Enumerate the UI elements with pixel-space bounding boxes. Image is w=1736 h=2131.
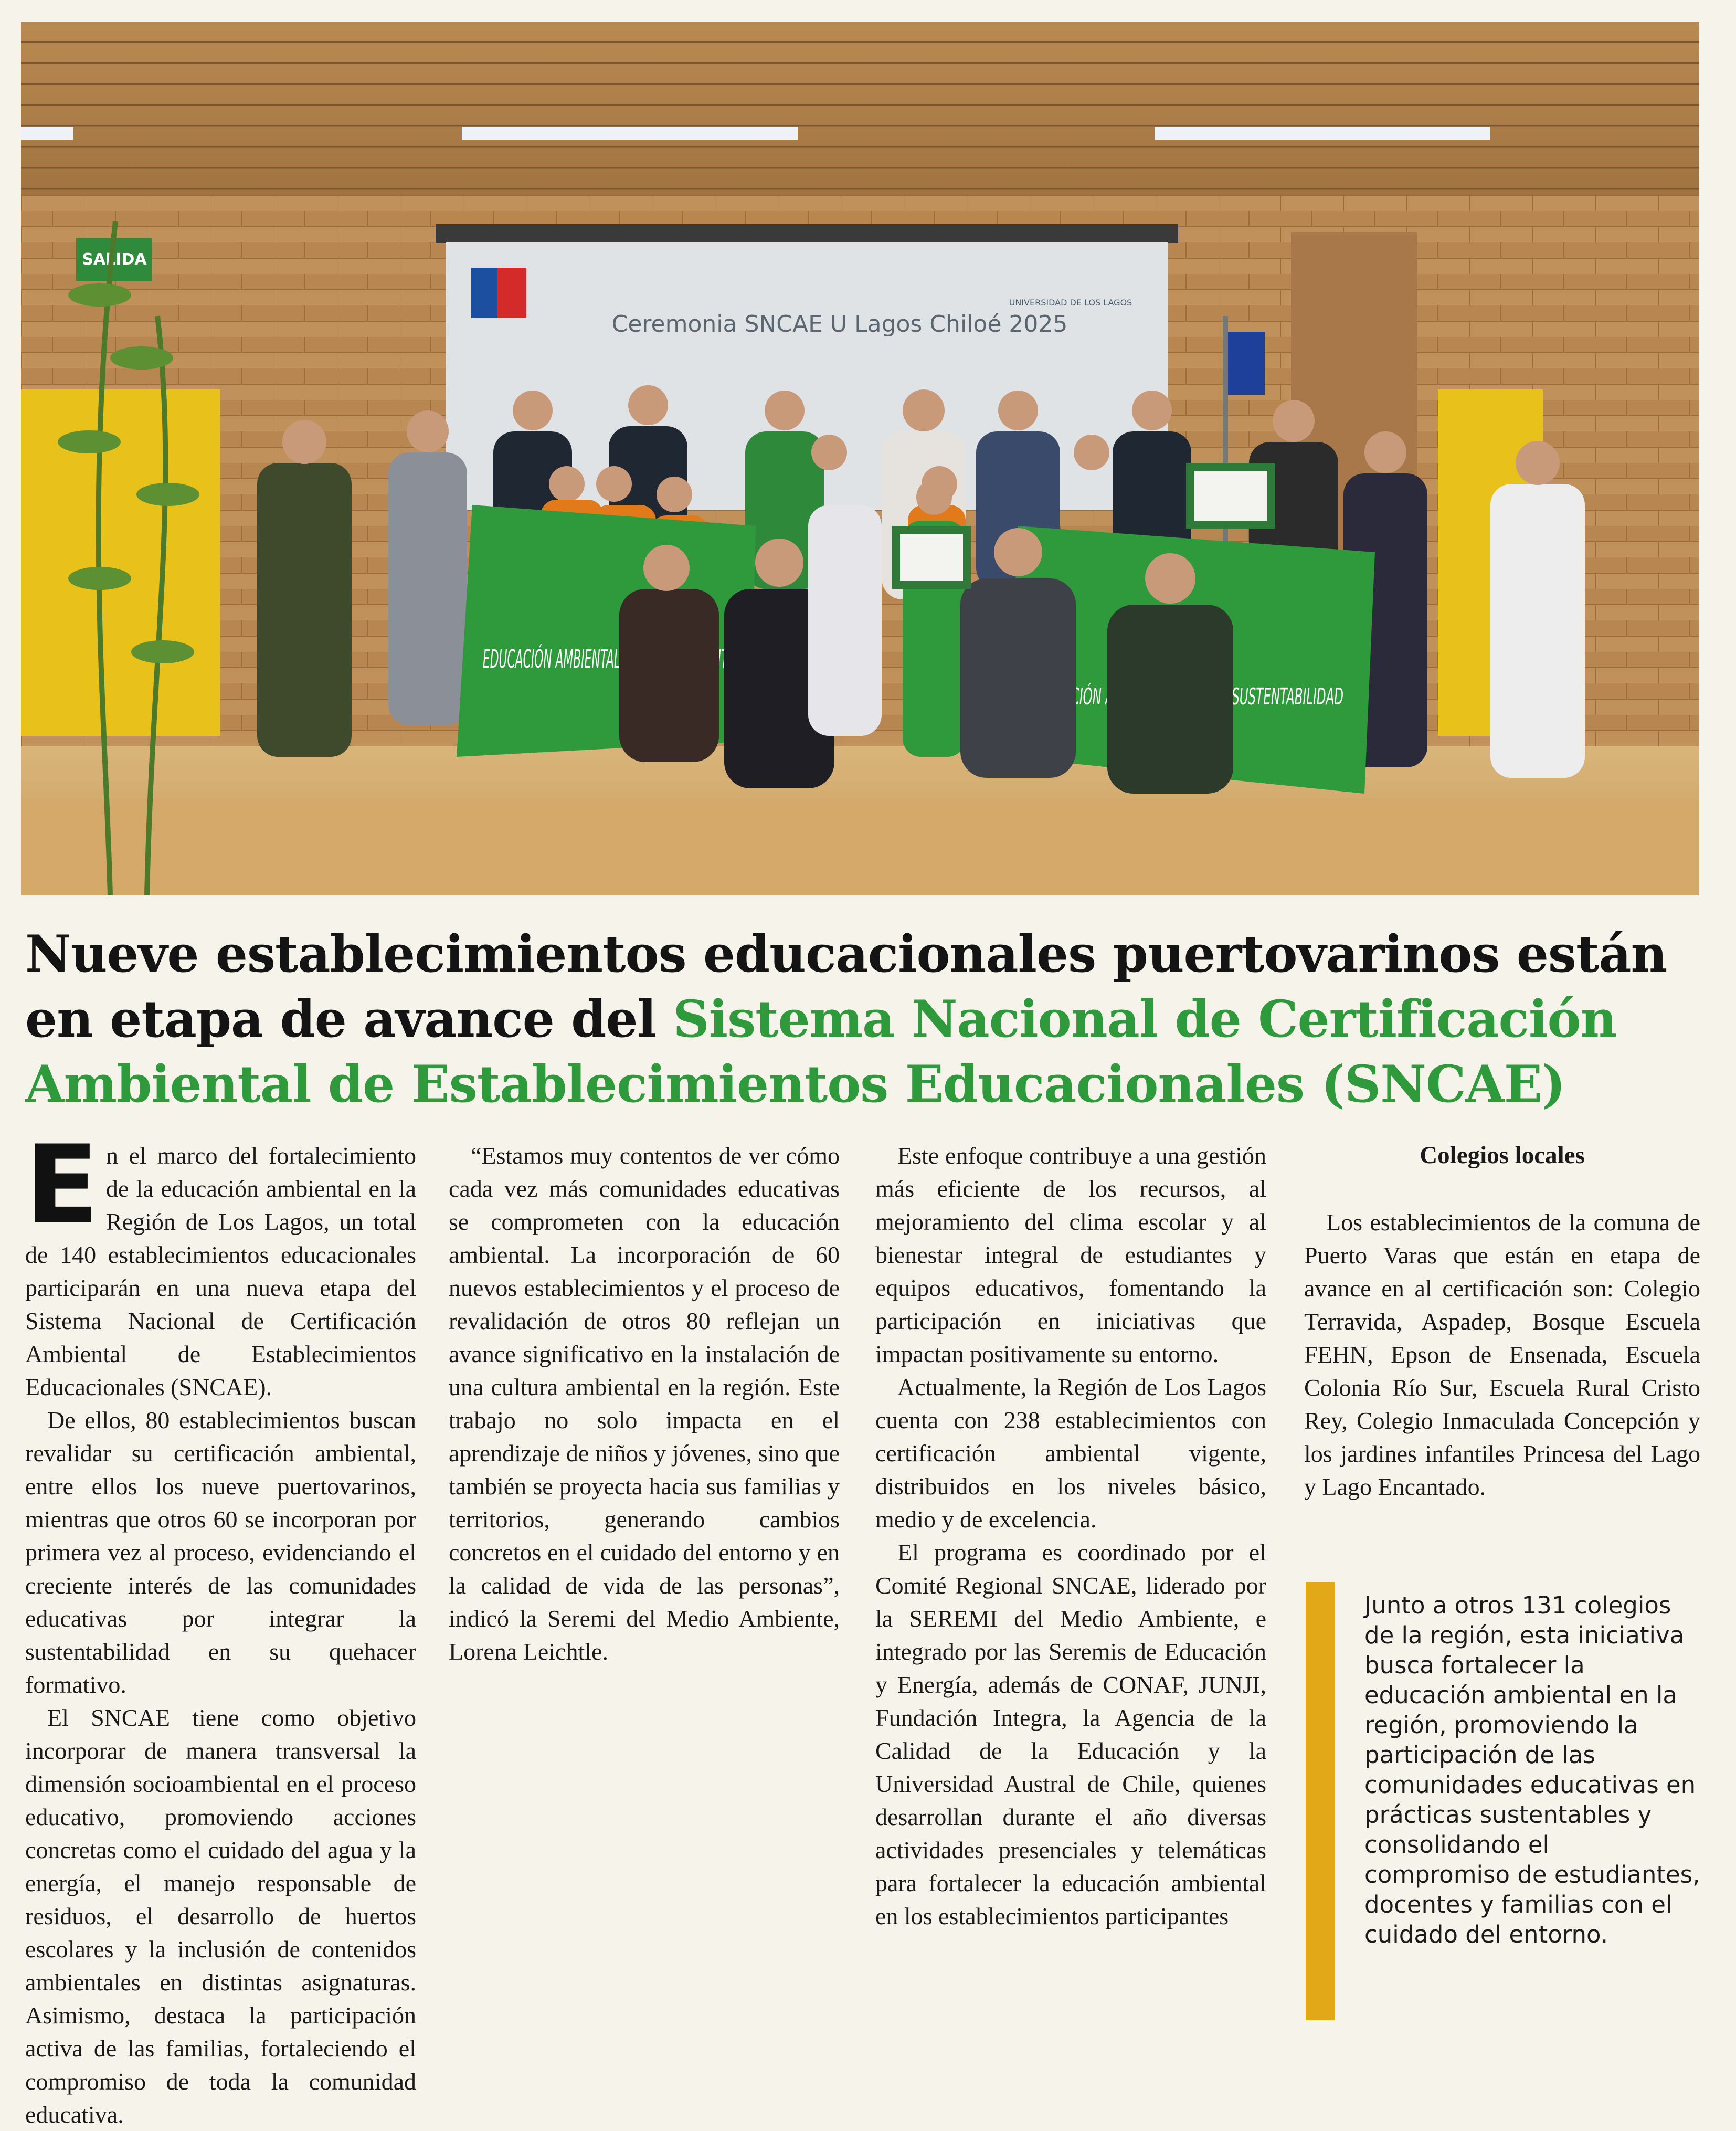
article-paragraph: Actualmente, la Región de Los Lagos cuenta con 238 establecimientos con certificación ambiental vigente, distribuidos en los niveles básico, medio y de excelencia.: [875, 1374, 1266, 1533]
article-column-2: [449, 1139, 840, 1668]
screen-logo: UNIVERSIDAD DE LOS LAGOS: [1009, 298, 1132, 308]
headline-part-1: Nueve establecimientos educacionales puertovarinos están en etapa de avance del: [25, 924, 1667, 1049]
headline-part-2: Sistema Nacional de Certificación Ambiental de Establecimientos Educacionales (SNCAE): [25, 989, 1617, 1114]
exit-sign-text: SALIDA: [82, 250, 147, 269]
article-paragraph: El programa es coordinado por el Comité Regional SNCAE, liderado por la SEREMI del Medio Ambiente, e integrado por las Seremis de Educación y Energía, además de CONAF, JUNJI, Fundación Integra, la Agencia de la Calidad de la Educación y la Universidad Austral de Chile, quienes desarrollan durante el año diversas actividades presenciales y telemáticas para fortalecer la educación ambiental en los establecimientos participantes: [875, 1539, 1266, 1929]
article-paragraph: Este enfoque contribuye a una gestión más eficiente de los recursos, al mejoramiento del clima escolar y al bienestar integral de estudiantes y equipos educativos, fomentando la participación en iniciativas que impactan positivamente su entorno.: [875, 1142, 1266, 1367]
ceremony-photo: [21, 22, 1699, 895]
article-paragraph: Los establecimientos de la comuna de Puerto Varas que están en etapa de avance en al certificación son: Colegio Terravida, Aspadep, Bosque Escuela FEHN, Epson de Ensenada, Escuela Colonia Río Sur, Escuela Rural Cristo Rey, Colegio Inmaculada Concepción y los jardines infantiles Princesa del Lago y Lago Encantado.: [1304, 1209, 1700, 1500]
drop-cap: E: [25, 1123, 99, 1248]
article-column-4: [1304, 1139, 1700, 1503]
pull-quote: [1306, 1582, 1705, 2020]
article-paragraph: “Estamos muy contentos de ver cómo cada vez más comunidades educativas se comprometen con la educación ambiental. La incorporación de 60 nuevos establecimientos y el proceso de revalidación de otros 80 reflejan un avance significativo en la instalación de una cultura ambiental en la región. Este trabajo no solo impacta en el aprendizaje de niños y jóvenes, sino que también se proyecta hacia sus familias y territorios, generando cambios concretos en el cuidado del entorno y en la calidad de vida de las personas”, indicó la Seremi del Medio Ambiente, Lorena Leichtle.: [449, 1142, 840, 1665]
paragraph-1-text: n el marco del fortalecimiento de la educación ambiental en la Región de Los Lagos, un total de 140 establecimientos educacionales participarán en una nueva etapa del Sistema Nacional de Certificación Ambiental de Establecimientos Educacionales (SNCAE).: [25, 1142, 416, 1400]
article-column-3: [875, 1139, 1266, 1933]
article-paragraph: El SNCAE tiene como objetivo incorporar de manera transversal la dimensión socioambiental en el proceso educativo, promoviendo acciones concretas como el cuidado del agua y la energía, el manejo responsable de residuos, el desarrollo de huertos escolares y la inclusión de contenidos ambientales en distintas asignaturas. Asimismo, destaca la participación activa de las familias, fortaleciendo el compromiso de toda la comunidad educativa.: [25, 1704, 416, 2128]
pull-quote-text: Junto a otros 131 colegios de la región, esta iniciativa busca fortalecer la educación ambiental en la región, promoviendo la participación de las comunidades educativas en prácticas sustentables y consolidando el compromiso de estudiantes, docentes y familias con el cuidado del entorno.: [1364, 1591, 1700, 1948]
pull-quote-accent-bar: [1306, 1582, 1335, 2020]
subheading: Colegios locales: [1420, 1142, 1585, 1169]
article-paragraph: [25, 1123, 416, 1404]
article-column-1: [25, 1123, 416, 2131]
article-paragraph: De ellos, 80 establecimientos buscan revalidar su certificación ambiental, entre ellos los nueve puertovarinos, mientras que otros 60 se incorporan por primera vez al proceso, evidenciando el creciente interés de las comunidades educativas por integrar la sustentabilidad en su quehacer formativo.: [25, 1407, 416, 1698]
ceremony-photo-graphic: [21, 22, 1699, 895]
banner-right-text: EDUCACIÓN AMBIENTAL PARA LA SUSTENTABILIDAD: [1029, 683, 1632, 710]
screen-title: Ceremonia SNCAE U Lagos Chiloé 2025: [611, 311, 1068, 337]
headline: [25, 922, 1705, 1117]
